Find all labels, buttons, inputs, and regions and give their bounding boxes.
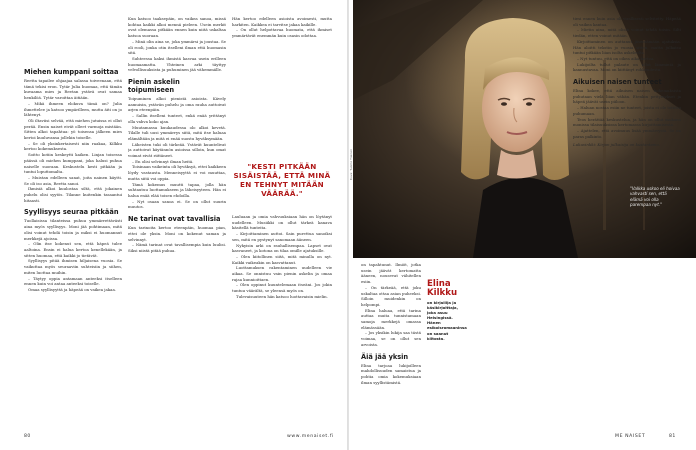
paragraph: on tapahtunut. Ilmiöt, jotka usein jäävät kertomatta ääneen, nousevat vähitellen esiin. bbox=[361, 262, 421, 285]
photo-caption: "Valkka uskoo eli hoivaa vahvasti sen, että elämä voi olla parempaa nyt." bbox=[630, 186, 680, 208]
signoff: Lukuvinkki: Kirjan julkaisija on kustantamo. bbox=[573, 142, 660, 148]
paragraph: – Mikä ihmeen elokuva tämä on? Julia ihmettelee ja katsoo ympärilleen, mutta äiti on jo lähtenyt. bbox=[24, 100, 122, 118]
paragraph: Tuollaisissa tilanteissa puhuu ymmärrettävästi aina myös syyllisyys. Moni jää pohtimaan, mitä olisi voinut tehdä toisin ja miksi ei huomannut merkkejä ajoissa. bbox=[24, 218, 122, 241]
left-column-3-top bbox=[232, 16, 332, 156]
paragraph: – Muistan edelleen sanat, joita nainen käytti. Se oli iso asia, Reetta sanoi. bbox=[24, 174, 122, 186]
paragraph: – Minä olin aina se, joka ymmärsi ja joustaa. Se oli rooli, jonka otin itselleni ilman että huomasin sitä. bbox=[128, 38, 226, 56]
subheading: Aikuisen naisen tunteet bbox=[573, 78, 662, 87]
paragraph: – Nyt osaan sanoa ei. Se on ollut suurin muutos. bbox=[128, 198, 226, 210]
paragraph: Elina haluaa, että tarina auttaa muita tunnistamaan samoja merkkejä omassa elämässään. bbox=[361, 307, 421, 330]
paragraph: Elina kokee, että aikuisen naisen kokemuksista puhutaan vielä liian vähän. Etenkin pettymykset ja häpeä jäävät usein piiloon. bbox=[573, 88, 681, 105]
paragraph: Tulevaisuuteen hän katsoo luottavaisin mielin. bbox=[236, 293, 328, 299]
paragraph: – On ollut helpottavaa huomata, että ihmiset ymmärtävät enemmän kuin osasin odottaa. bbox=[232, 27, 332, 39]
page-number-left: 80 bbox=[24, 434, 31, 439]
left-column-3-bottom bbox=[232, 214, 332, 428]
paragraph: Oli iltaviisi selvää, että miehen jutuissa ei ollut perää. Ensin naiset eivät olleet varmoja mistään. Sitten alkoi tapahtua: yö toisensa jälkeen mies kertoi kuuluvansa jollekin toiselle. bbox=[24, 117, 122, 141]
author-name: Elina Kilkku bbox=[427, 279, 458, 299]
paragraph: – Olen kiitollinen siitä, mitä minulla on nyt. Kaikki vaikeakin on kasvattanut. bbox=[232, 253, 332, 265]
paragraph: – Sallin itselleni tunteet, enkä enää yrittänyt olla vahva koko ajan. bbox=[128, 113, 226, 124]
paragraph: – Ajattelen, että avoimuus lisää ymmärrystä. Se on paras palkinto. bbox=[573, 127, 681, 139]
paragraph: Toipuminen alkoi pienistä asioista. Kävely aamuisin, ystävän puhelu ja oma rauha auttoivat arjen eteenpäin. bbox=[128, 96, 226, 113]
paragraph: – Haluan nostaa esiin ne tunteet, joista ei ole totuttu puhumaan. bbox=[573, 105, 681, 116]
paragraph: Hän kertoo edelleen asioista avoimesti, mutta harkiten. Kaikkea ei tarvitse jakaa kaikille. bbox=[232, 16, 332, 27]
paragraph: Syyllisyys pitää ihmisen hiljaisena vuosia. Se vaikuttaa myös seuraaviin suhteisiin ja siihen, miten luottaa muihin. bbox=[24, 258, 122, 275]
paragraph: Kun katsoo taaksepäin, on vaikea sanoa, missä kohtaa kaikki alkoi mennä pieleen. Usein merkit ovat olemassa pitkään ennen kuin niitä uskaltaa katsoa suoraan. bbox=[128, 16, 226, 39]
paragraph: – Jos yksikin lukija saa tästä voimaa, se on ollut sen arvoista. bbox=[361, 330, 421, 347]
paragraph: Nykyisin arki on rauhallisempaa. Lapset ovat kasvaneet, ja kotona on tilaa omille ajatuksille. bbox=[232, 242, 332, 254]
pull-quote: "KESTI PITKÄÄN SISÄISTÄÄ, ETTÄ MINÄ EN TEHNYT MITÄÄN VÄÄRÄÄ." bbox=[233, 162, 331, 198]
photo-credit: Kuva: Tuomo Tiainen bbox=[349, 148, 353, 180]
paragraph: Omaa syyllisyyttä ja häpeää on vaikea jakaa. bbox=[28, 286, 117, 292]
paragraph: Lukijoilta tullut palaute on ollut lämmintä ja kannustavaa. Moni on kiittänyt rohkeudesta. bbox=[573, 61, 681, 73]
footer-magazine: ME NAISET bbox=[615, 434, 646, 439]
author-bio: on kirjailija ja käsikirjoittaja, joka asuu Helsingissä. Hänen esikoisromaaninsa on saanut kiitosta. bbox=[427, 300, 467, 341]
paragraph: Läheisten tuki oli tärkeää. Ystävät kuuntelivat ja auttoivat käytännön asioissa silloin, kun omat voimat eivät riittäneet. bbox=[128, 141, 226, 159]
paragraph: Toisinaan vaikeinta oli hyväksyä, ettei kaikkeen löydy vastausta. Menneisyyttä ei voi muuttaa, mutta siitä voi oppia. bbox=[128, 164, 226, 181]
paragraph: Muutamassa kuukaudessa olo alkoi kevetä. Tilalle tuli uusi ymmärrys siitä, mitä itse haluaa elämältään ja mitä ei enää suostu hyväksymään. bbox=[128, 124, 226, 141]
paragraph: – On tärkeää, että joku uskaltaa ottaa asian puheeksi. Silloin muidenkin on helpompi. bbox=[361, 284, 421, 307]
subheading: Äiä jää yksin bbox=[361, 352, 409, 361]
page-gutter bbox=[347, 0, 349, 450]
paragraph: Soitto kotiin keskeytti kaiken. Linjan toisessa päässä oli miehen kumppani, joka halusi puhua naiselle suoraan. Keskustelu kesti pitkään ja tuntui loputtomalta. bbox=[24, 152, 122, 175]
right-column-1 bbox=[361, 262, 421, 428]
paragraph: – Se oli yksinkertaisesti niin raakaa, Kilkku kertoo kokemuksesta. bbox=[24, 140, 122, 152]
paragraph: – Olen oppinut kuuntelemaan itseäni. Jos jokin tuntuu väärältä, se yleensä myös on. bbox=[232, 282, 332, 294]
paragraph: Luottamuksen rakentaminen uudelleen vie aikaa. Se onnistuu vain pienin askelin ja omaa rajaa kunnioittaen. bbox=[232, 265, 332, 282]
paragraph: Reetta tapailee ohjaajaa salassa toiveenaan, että tämä tekisi eron. Tytär Julia huomaa, että tämän kuvaama mies ja Reetan ystävä ovat samaa henkilöä. Tytär varoittaa äitiään. bbox=[24, 78, 122, 101]
subheading: Pienin askelin toipumiseen bbox=[128, 78, 180, 95]
subheading: Syyllisyys seuraa pitkään bbox=[24, 208, 119, 217]
paragraph: Lauluaan ja omia vahvuuksiaan hän on löytänyt uudelleen. Musiikki on ollut tärkeä kanava käsitellä tunteita. bbox=[232, 214, 332, 231]
page-number-right: 81 bbox=[669, 434, 676, 439]
footer-url: www.menaiset.fi bbox=[287, 434, 334, 439]
paragraph: – En olisi selvinnyt ilman heitä. bbox=[132, 158, 194, 164]
paragraph: Elina tarjoaa lukijoilleen mahdollisuuden samaistua ja pohtia omia kokemuksiaan ilman syyllistämistä. bbox=[361, 362, 421, 385]
paragraph: Kirjoittaminen on auttanut jäsentämään ajatuksia. Hän aloitti tekstin jo vuosia sitten, mutta julkaisu tuntui pitkään liian isolta askeleelta. bbox=[573, 38, 681, 56]
paragraph: – Kirjoittaminen auttoi. Sain purettua sanoiksi sen, mitä en pystynyt sanomaan ääneen. bbox=[232, 231, 332, 242]
subheading: Miehen kumppani soittaa bbox=[24, 68, 119, 76]
paragraph: Ihmisiä alkoi kuulostaa siltä, että jokainen puhelu olisi syytös. Tilanne kuitenkin tasaantui hitaasti. bbox=[24, 186, 122, 203]
paragraph: Kun tarinoita kertoo eteenpäin, huomaa pian, ettei ole yksin. Moni on kokenut saman ja selvinnyt. bbox=[128, 225, 226, 242]
paragraph: tiesi ennen kuin asia oli virallisesti selvitetty. Häpeää oli vaikea kantaa. bbox=[573, 16, 681, 27]
paragraph: – Nyt tuntuu, että on oikea aika kertoa. bbox=[577, 55, 655, 61]
paragraph: Suhteessa kaksi ihmistä kasvaa usein erilleen huomaamatta. Yhteinen arki täyttyy velvollisuuksista ja puhuminen jää vähemmälle. bbox=[128, 55, 226, 73]
paragraph: Tämä kokemus muutti tapaa, jolla hän suhtautuu luottamukseen ja läheisyyteen. Hän ei halua enää elää toisen ehdoilla. bbox=[128, 181, 226, 198]
right-column-3 bbox=[573, 16, 681, 428]
paragraph: – Olin itse kokenut sen, että häpeä tulee aaltoina. Ensin ei halua kertoa kenellekään, ja sitten huomaa, että kaikki jo tietävät. bbox=[24, 241, 122, 258]
paragraph: Teos herättää keskustelua, ja hän on ollut mukana monissa tilaisuuksissa kertomassa kirjoittamisesta. bbox=[573, 116, 681, 128]
left-column-2 bbox=[128, 16, 226, 428]
paragraph: – Mietin aina, mitä olisin voinut tehdä toisin. Silti tiedän, etten voinut mitään. bbox=[573, 27, 681, 39]
paragraph: – Nämä tarinat ovat tavallisempia kuin luulisi. Siksi niistä pitää puhua. bbox=[128, 242, 226, 253]
left-column-1 bbox=[24, 68, 122, 428]
subheading: Ne tarinat ovat tavallisia bbox=[128, 215, 221, 224]
paragraph: – Täytyy oppia antamaan anteeksi itselleen ennen kuin voi antaa anteeksi toiselle. bbox=[24, 275, 122, 287]
